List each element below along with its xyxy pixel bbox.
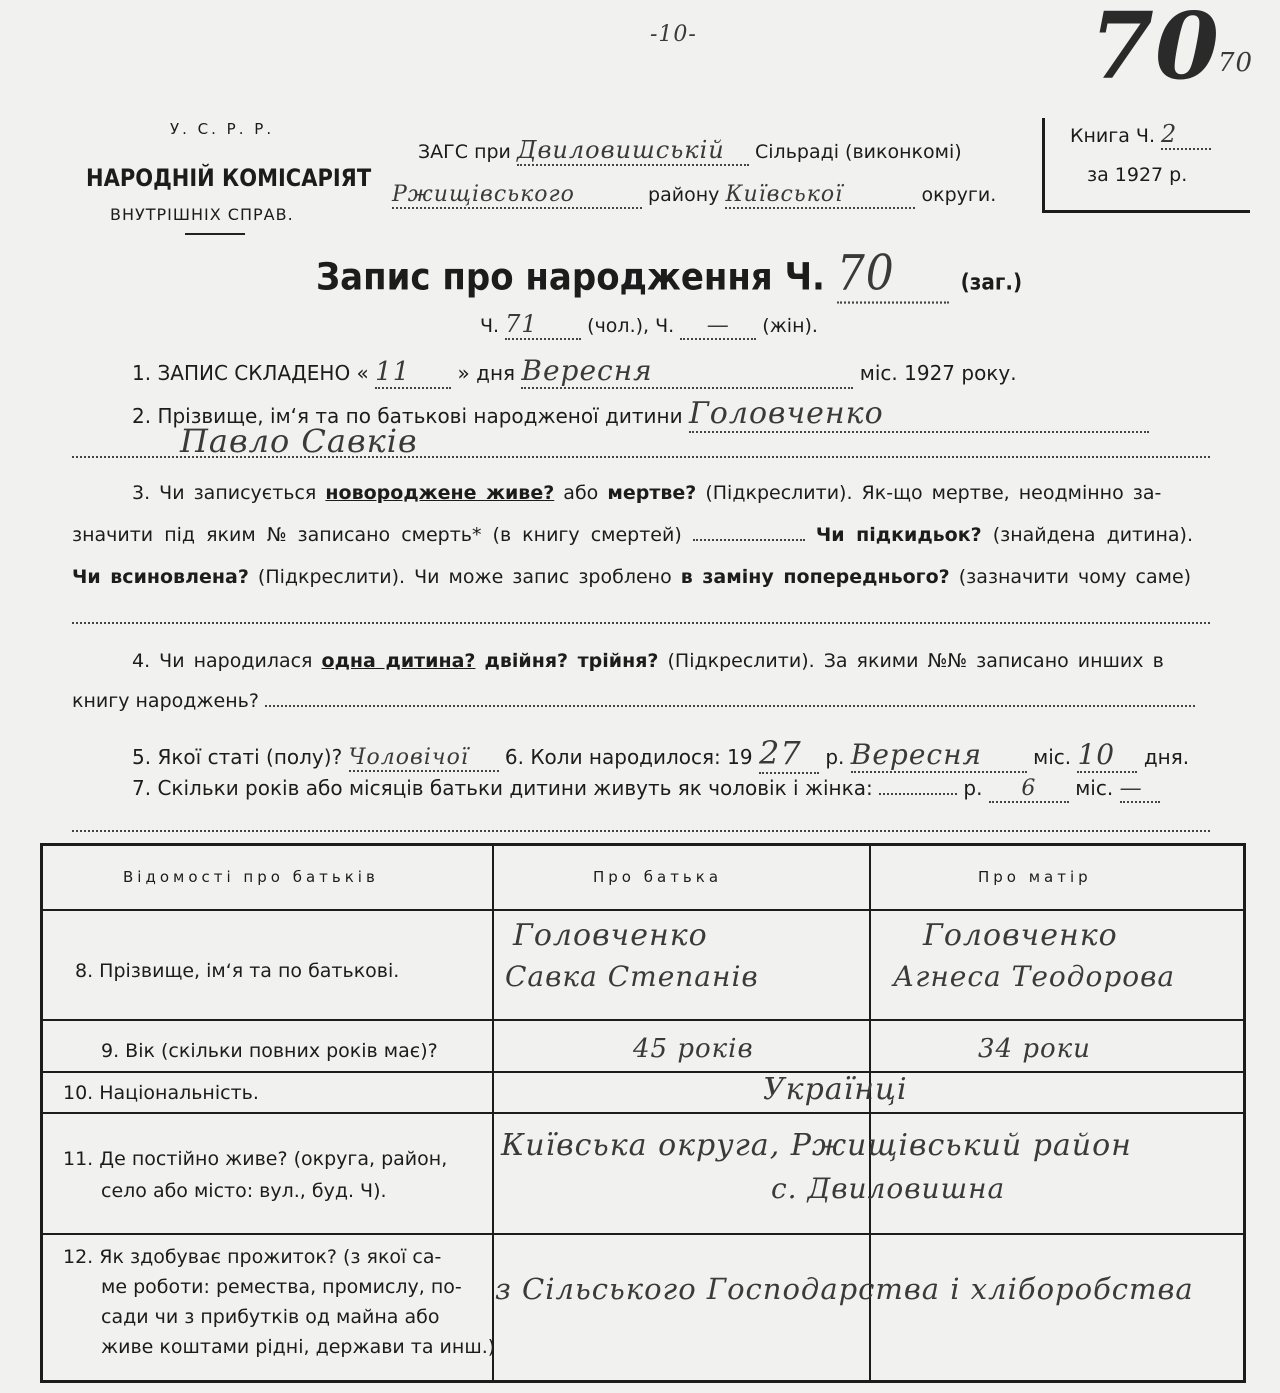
parents-table: [40, 843, 1246, 1383]
mother-surname: Головченко: [923, 918, 1118, 953]
row-divider-11: [43, 1233, 1243, 1235]
okruha-value: Київської: [725, 182, 915, 209]
q3-text-2a: значити під яким № записано смерть* (в книгу смертей): [72, 524, 682, 546]
mother-age: 34 роки: [978, 1034, 1091, 1064]
header-parents-info: Відомості про батьків: [123, 868, 379, 886]
header-divider: [185, 233, 245, 235]
header-mother: Про матір: [978, 868, 1092, 886]
q6-label: 6. Коли народилося: 19: [504, 745, 753, 769]
male-count-value: 71: [505, 310, 581, 340]
q6-day-suffix: дня.: [1143, 745, 1190, 769]
department-title: ВНУТРІШНІХ СПРАВ.: [110, 205, 294, 224]
birth-day-value: 10: [1077, 738, 1137, 773]
sub-count-label: Ч.: [480, 315, 500, 337]
q7-months-value: —: [1120, 776, 1160, 803]
row-divider-header: [43, 909, 1243, 911]
q3-text-3b: (Підкреслити). Чи може запис зроблено: [257, 566, 672, 588]
q1-line: [132, 354, 1017, 389]
zags-line: [418, 136, 962, 166]
q1-mid: » дня: [457, 361, 516, 385]
q3-text-2c: (знайдена дитина).: [992, 524, 1193, 546]
q7-years-field: [879, 793, 957, 795]
row-divider-8: [43, 1019, 1243, 1021]
q3-line-3: [72, 566, 1191, 588]
row-12-label-1: 12. Як здобуває прожиток? (з якої са-: [63, 1246, 442, 1268]
q3-text-3d: (зазначити чому саме): [958, 566, 1192, 588]
book-number-line: [1070, 120, 1211, 150]
q1-suffix: міс. 1927 року.: [859, 361, 1017, 385]
council-label: Сільраді (виконкомі): [755, 141, 962, 163]
q3-replacement-option: в заміну попереднього?: [680, 566, 950, 588]
q3-text-c: або: [563, 482, 599, 504]
child-given-name-value: Павло Савків: [72, 422, 1210, 458]
nationality-value: Українці: [763, 1072, 908, 1107]
row-divider-10: [43, 1112, 1243, 1114]
q7-line: [132, 776, 1160, 803]
zags-label: ЗАГС при: [418, 141, 511, 163]
q3-line-2: [72, 524, 1193, 546]
book-year: за 1927 р.: [1087, 164, 1188, 186]
record-title-text: Запис про народження Ч.: [316, 255, 825, 300]
q5-label: 5. Якої статі (полу)?: [132, 745, 343, 769]
record-title: [316, 245, 1022, 303]
q1-month-value: Вересня: [521, 354, 853, 389]
row-12-label-3: сади чи з прибутків од майна або: [101, 1306, 440, 1328]
q7-label: 7. Скільки років або місяців батьки дитини живуть як чоловік і жінка:: [132, 776, 873, 800]
q4-single-option: одна дитина?: [321, 650, 476, 672]
record-number-value: 70: [837, 245, 949, 303]
q4-line-1: [132, 650, 1164, 672]
row-divider-9: [43, 1071, 1243, 1073]
father-given-name: Савка Степанів: [505, 960, 759, 993]
page-number-large: 70: [1090, 0, 1221, 100]
record-title-suffix: (заг.): [960, 268, 1023, 295]
row-8-label: 8. Прізвище, ім‘я та по батькові.: [75, 960, 400, 982]
q6-month-suffix: міс.: [1033, 745, 1072, 769]
q4-text-d: (Підкреслити). За якими №№ записано инших в: [667, 650, 1164, 672]
q1-day-value: 11: [375, 357, 451, 389]
q4-line-2: [72, 690, 1195, 712]
q4-numbers-field: [265, 705, 1195, 707]
q3-foundling-option: Чи підкидьок?: [815, 524, 982, 546]
zags-village-value: Двиловишській: [517, 136, 749, 166]
commissariat-title: НАРОДНІЙ КОМІСАРІЯТ: [86, 164, 372, 192]
mother-given-name: Агнеса Теодорова: [893, 960, 1176, 993]
header-father: Про батька: [593, 868, 723, 886]
page-number-small: 70: [1218, 48, 1254, 78]
q7-years-suffix: р.: [963, 776, 983, 800]
q6-year-suffix: р.: [825, 745, 845, 769]
q5-q6-line: [132, 734, 1189, 774]
sub-count-line: [480, 310, 818, 340]
q2-label: 2. Прізвище, ім‘я та по батькові народженої дитини: [132, 404, 683, 428]
q1-label: 1. ЗАПИС СКЛАДЕНО «: [132, 361, 369, 385]
q3-adopted-option: Чи всиновлена?: [72, 566, 249, 588]
q3-dead-option: мертве?: [607, 482, 697, 504]
father-surname: Головченко: [513, 918, 708, 953]
birth-month-value: Вересня: [851, 738, 1027, 773]
row-11-label-2: село або місто: вул., буд. Ч).: [101, 1180, 387, 1202]
female-count-value: —: [680, 313, 756, 340]
okruha-label: округи.: [921, 184, 997, 206]
district-line: [392, 182, 996, 209]
death-number-field: [693, 539, 805, 541]
male-count-label: (чол.), Ч.: [587, 315, 675, 337]
sex-value: Чоловічої: [349, 745, 499, 772]
residence-value-1: Київська округа, Ржищівський район: [501, 1128, 1132, 1163]
q3-text-e: (Підкреслити). Як-що мертве, неодмінно за-: [705, 482, 1162, 504]
child-surname-value: Головченко: [689, 396, 1149, 433]
q7-months-suffix: міс.: [1075, 776, 1114, 800]
row-11-label-1: 11. Де постійно живе? (округа, район,: [63, 1148, 448, 1170]
female-count-label: (жін).: [762, 315, 818, 337]
book-label: Книга Ч.: [1070, 125, 1155, 147]
residence-value-2: с. Двиловишна: [771, 1172, 1006, 1205]
page-number-mark: -10-: [650, 22, 697, 47]
q4-twins-option: двійня? трійня?: [484, 650, 659, 672]
q3-alive-option: новороджене живе?: [325, 482, 555, 504]
q3-reason-field: [72, 600, 1210, 624]
birth-year-value: 27: [759, 734, 819, 774]
row-12-label-2: ме роботи: ремества, промислу, по-: [101, 1276, 462, 1298]
row-9-label: 9. Вік (скільки повних років має)?: [101, 1040, 438, 1062]
q7-extra-field: [72, 810, 1210, 832]
q3-line-1: [132, 482, 1161, 504]
livelihood-value: з Сільського Господарства і хліборобства: [495, 1272, 1194, 1306]
q3-text-a: 3. Чи записується: [132, 482, 317, 504]
district-value: Ржищівського: [392, 182, 642, 209]
q7-years-value: 6: [989, 776, 1069, 803]
father-age: 45 років: [633, 1034, 754, 1064]
row-12-label-4: живе коштами рідні, держави та инш.): [101, 1336, 496, 1358]
q4-text-2: книгу народжень?: [72, 690, 259, 712]
district-label: району: [648, 184, 720, 206]
q4-text-a: 4. Чи народилася: [132, 650, 313, 672]
book-number-value: 2: [1161, 120, 1211, 150]
ussr-label: У. С. Р. Р.: [170, 120, 275, 138]
row-10-label: 10. Національність.: [63, 1082, 259, 1104]
